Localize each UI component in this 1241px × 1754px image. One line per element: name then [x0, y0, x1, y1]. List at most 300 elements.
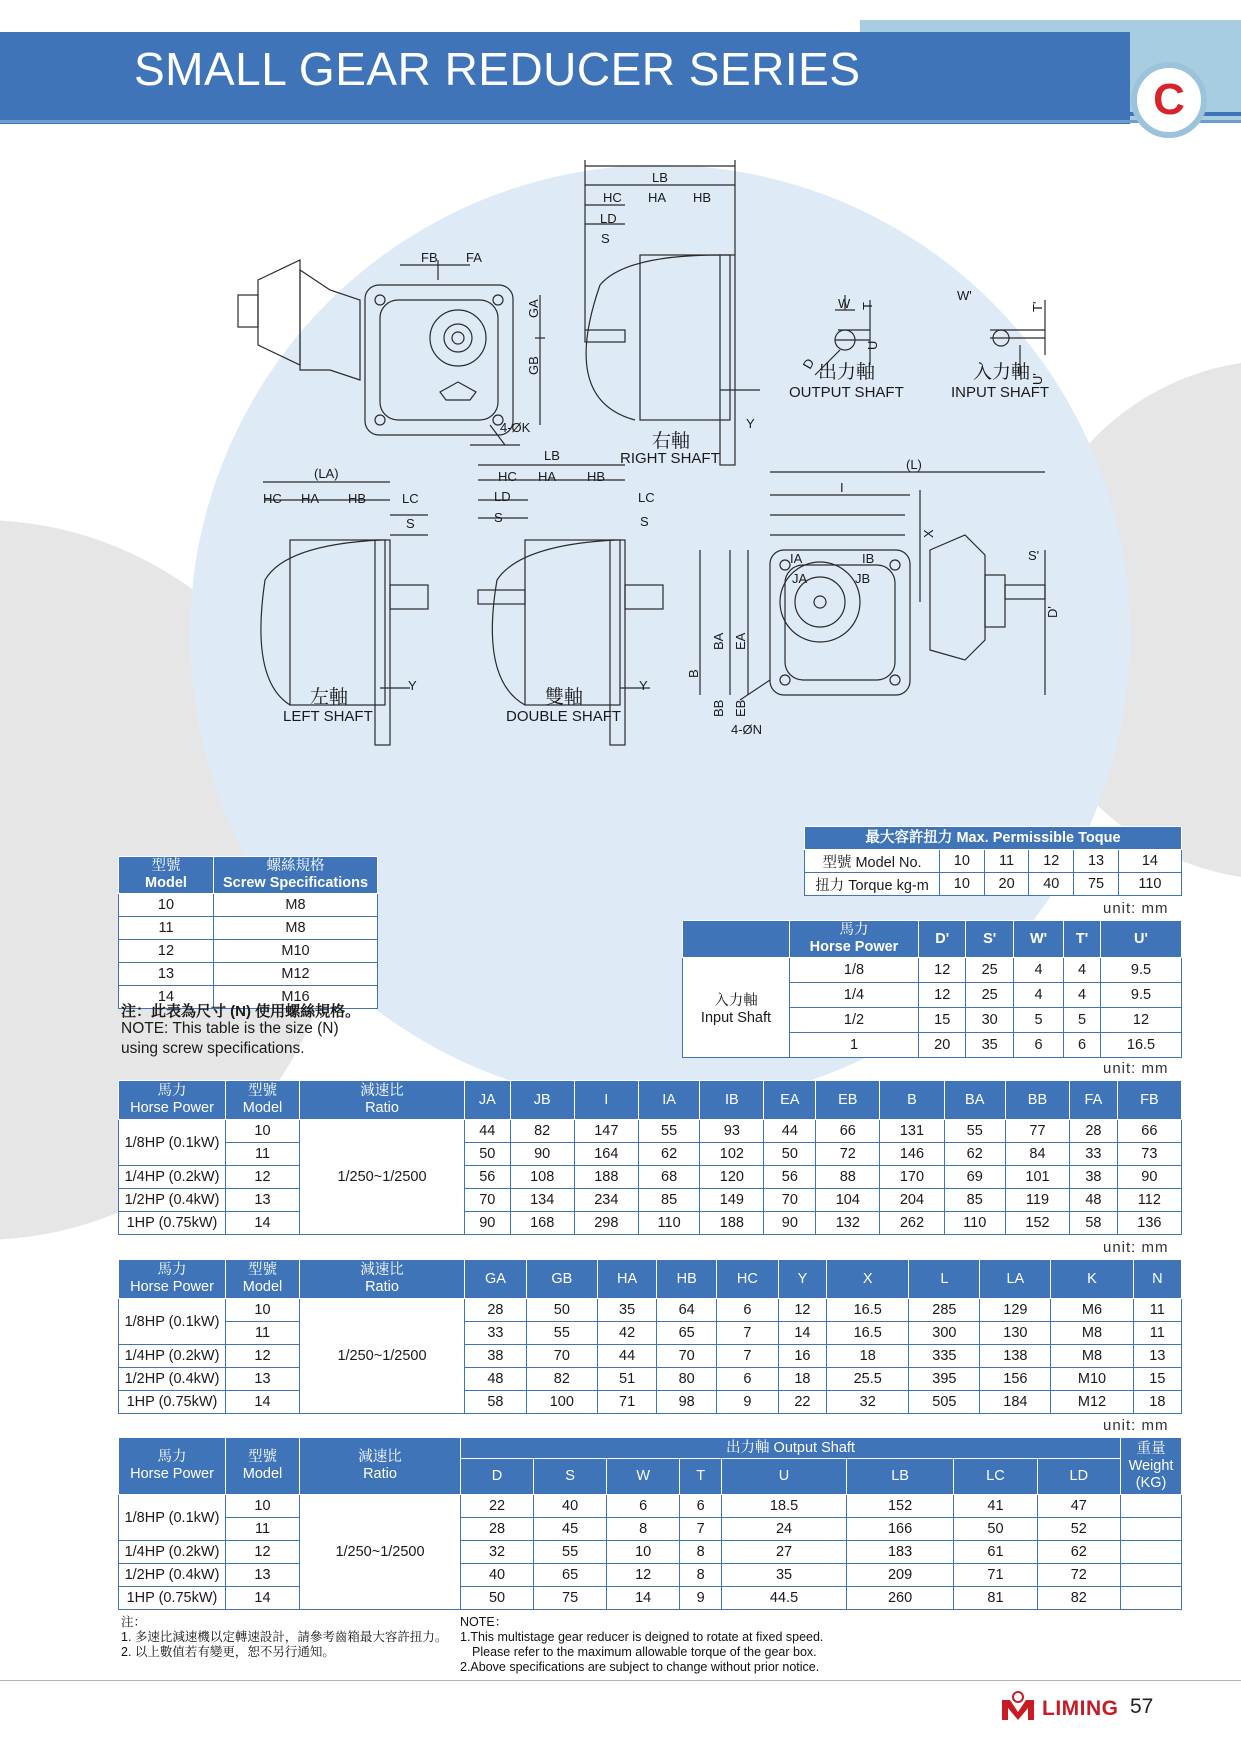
value-cell: 32: [827, 1391, 909, 1414]
value-cell: 14: [607, 1587, 680, 1610]
dim-Wp: W': [957, 288, 972, 303]
input-col-header: S': [966, 921, 1013, 958]
front-view-input-shaft: [700, 472, 1045, 700]
dim-L: (L): [906, 457, 922, 472]
value-cell: 84: [1005, 1143, 1069, 1166]
value-cell: 136: [1117, 1212, 1181, 1235]
value-cell: 395: [909, 1368, 980, 1391]
value-cell: 16.5: [827, 1299, 909, 1322]
col-header: HB: [657, 1260, 717, 1299]
input-value: 4: [1064, 958, 1101, 983]
torque-value-label: 扭力 Torque kg-m: [805, 873, 940, 896]
value-cell: 64: [657, 1299, 717, 1322]
col-header: LA: [980, 1260, 1051, 1299]
value-cell: 52: [1037, 1518, 1120, 1541]
notes-zh-title: 注：: [121, 1615, 147, 1629]
value-cell: 138: [980, 1345, 1051, 1368]
value-cell: 119: [1005, 1189, 1069, 1212]
dim-HC-left: HC: [263, 491, 282, 506]
input-shaft-label: 入力軸 Input Shaft: [683, 958, 790, 1058]
value-cell: 13: [1133, 1345, 1181, 1368]
value-cell: 58: [1070, 1212, 1118, 1235]
value-cell: 50: [954, 1518, 1037, 1541]
hp-cell: 1HP (0.75kW): [119, 1587, 226, 1610]
dim-LC-double: LC: [638, 490, 655, 505]
value-cell: 82: [510, 1120, 574, 1143]
value-cell: 38: [1070, 1166, 1118, 1189]
value-cell: 62: [638, 1143, 699, 1166]
screw-model: 10: [119, 894, 214, 917]
col-header: L: [909, 1260, 980, 1299]
value-cell: 90: [510, 1143, 574, 1166]
notes-en-1b: Please refer to the maximum allowable torque of the gear box.: [472, 1645, 817, 1659]
value-cell: M6: [1051, 1299, 1133, 1322]
value-cell: M8: [1051, 1322, 1133, 1345]
hp-cell: 1/2HP (0.4kW): [119, 1189, 226, 1212]
left-shaft-zh: 左軸: [310, 687, 349, 708]
dim-HB: HB: [693, 190, 712, 205]
dim-HA-left: HA: [301, 491, 320, 506]
col-header: BB: [1005, 1081, 1069, 1120]
dim-JA: JA: [792, 571, 808, 586]
value-cell: 110: [944, 1212, 1005, 1235]
input-shaft-en: INPUT SHAFT: [951, 384, 1050, 401]
screw-model: 11: [119, 917, 214, 940]
value-cell: 81: [954, 1587, 1037, 1610]
hp-cell: 1/4HP (0.2kW): [119, 1541, 226, 1564]
model-cell: 11: [226, 1518, 300, 1541]
value-cell: 149: [700, 1189, 764, 1212]
ratio-cell: 1/250~1/2500: [300, 1299, 465, 1414]
value-cell: 80: [657, 1368, 717, 1391]
value-cell: 50: [764, 1143, 816, 1166]
input-hp: 1/4: [790, 983, 919, 1008]
dim-Dp: D': [1045, 606, 1060, 618]
value-cell: 55: [638, 1120, 699, 1143]
model-cell: 14: [226, 1391, 300, 1414]
value-cell: 48: [1070, 1189, 1118, 1212]
value-cell: 183: [846, 1541, 953, 1564]
col-header: Y: [778, 1260, 826, 1299]
dimension-table-3: [118, 1437, 1182, 1610]
value-cell: 72: [1037, 1564, 1120, 1587]
value-cell: 8: [680, 1541, 722, 1564]
value-cell: 22: [778, 1391, 826, 1414]
weight-cell: [1121, 1495, 1182, 1518]
dimension-table-1: [118, 1080, 1182, 1235]
hp-cell: 1/4HP (0.2kW): [119, 1166, 226, 1189]
dim-S: S: [601, 231, 610, 246]
value-cell: 56: [764, 1166, 816, 1189]
value-cell: 44: [597, 1345, 657, 1368]
value-cell: 120: [700, 1166, 764, 1189]
col-header: JB: [510, 1081, 574, 1120]
double-shaft-en: DOUBLE SHAFT: [506, 708, 622, 725]
value-cell: 108: [510, 1166, 574, 1189]
col-header: HA: [597, 1260, 657, 1299]
input-value: 12: [1101, 1008, 1182, 1033]
input-value: 15: [919, 1008, 966, 1033]
dim-FA: FA: [466, 250, 482, 265]
value-cell: 90: [1117, 1166, 1181, 1189]
screw-note-en-2: using screw specifications.: [121, 1040, 305, 1057]
value-cell: M10: [1051, 1368, 1133, 1391]
value-cell: 156: [980, 1368, 1051, 1391]
value-cell: 170: [880, 1166, 944, 1189]
value-cell: 184: [980, 1391, 1051, 1414]
col-header: N: [1133, 1260, 1181, 1299]
value-cell: 12: [778, 1299, 826, 1322]
input-value: 6: [1064, 1033, 1101, 1058]
input-shaft-zh: 入力軸: [973, 362, 1031, 383]
value-cell: 70: [764, 1189, 816, 1212]
dim-IB: IB: [862, 551, 875, 566]
model-cell: 10: [226, 1495, 300, 1518]
value-cell: 168: [510, 1212, 574, 1235]
value-cell: 110: [638, 1212, 699, 1235]
model-cell: 12: [226, 1345, 300, 1368]
dim-HC-double: HC: [498, 469, 517, 484]
input-value: 35: [966, 1033, 1013, 1058]
value-cell: 9: [680, 1587, 722, 1610]
dimension-table-2: [118, 1259, 1182, 1414]
ratio-header: 減速比 Ratio: [300, 1260, 465, 1299]
dim-BA: BA: [711, 632, 726, 650]
ratio-header: 減速比 Ratio: [300, 1438, 461, 1495]
right-shaft-en: RIGHT SHAFT: [620, 450, 720, 467]
value-cell: 6: [716, 1368, 778, 1391]
weight-header: 重量 Weight (KG): [1121, 1438, 1182, 1495]
col-header: IB: [700, 1081, 764, 1120]
hp-cell: 1HP (0.75kW): [119, 1391, 226, 1414]
model-cell: 14: [226, 1212, 300, 1235]
ratio-cell: 1/250~1/2500: [300, 1120, 465, 1235]
value-cell: 50: [526, 1299, 597, 1322]
value-cell: 300: [909, 1322, 980, 1345]
input-blank-header: [683, 921, 790, 958]
input-value: 5: [1013, 1008, 1063, 1033]
torque-value: 110: [1118, 873, 1181, 896]
model-cell: 10: [226, 1299, 300, 1322]
notes-en-2: 2.Above specifications are subject to change without prior notice.: [460, 1660, 820, 1674]
col-header: EA: [764, 1081, 816, 1120]
value-cell: 10: [607, 1541, 680, 1564]
dim-HA: HA: [648, 190, 667, 205]
col-header: EB: [816, 1081, 880, 1120]
unit-label: unit: mm: [1103, 900, 1169, 917]
value-cell: 65: [534, 1564, 607, 1587]
col-header: LB: [846, 1459, 953, 1495]
value-cell: 234: [574, 1189, 638, 1212]
value-cell: 69: [944, 1166, 1005, 1189]
value-cell: 90: [764, 1212, 816, 1235]
col-header: B: [880, 1081, 944, 1120]
value-cell: 75: [534, 1587, 607, 1610]
dim-Sp: S': [1028, 548, 1040, 563]
dim-LB: LB: [652, 170, 668, 185]
screw-note-zh: 注：此表為尺寸 (N) 使用螺絲規格。: [121, 1003, 361, 1020]
output-shaft-zh: 出力軸: [818, 362, 876, 383]
input-hp: 1/2: [790, 1008, 919, 1033]
notes-zh: [121, 1615, 447, 1660]
input-value: 20: [919, 1033, 966, 1058]
value-cell: 28: [1070, 1120, 1118, 1143]
input-value: 4: [1013, 983, 1063, 1008]
torque-model-label: 型號 Model No.: [805, 850, 940, 873]
col-header: D: [461, 1459, 534, 1495]
notes-en-title: NOTE：: [460, 1615, 508, 1629]
unit-label: unit: mm: [1103, 1060, 1169, 1077]
notes-en-1: 1.This multistage gear reducer is deigned to rotate at fixed speed.: [460, 1630, 824, 1644]
front-view-right: [238, 260, 545, 445]
value-cell: M12: [1051, 1391, 1133, 1414]
model-cell: 12: [226, 1166, 300, 1189]
value-cell: 25.5: [827, 1368, 909, 1391]
value-cell: 8: [607, 1518, 680, 1541]
weight-cell: [1121, 1518, 1182, 1541]
value-cell: 16: [778, 1345, 826, 1368]
input-col-header: W': [1013, 921, 1063, 958]
value-cell: 505: [909, 1391, 980, 1414]
input-col-header: U': [1101, 921, 1182, 958]
dim-S-double-right: S: [640, 514, 649, 529]
value-cell: 166: [846, 1518, 953, 1541]
value-cell: 28: [465, 1299, 527, 1322]
value-cell: 164: [574, 1143, 638, 1166]
value-cell: 33: [465, 1322, 527, 1345]
value-cell: 58: [465, 1391, 527, 1414]
input-value: 4: [1064, 983, 1101, 1008]
value-cell: 104: [816, 1189, 880, 1212]
header-stripe: [0, 112, 1241, 116]
technical-drawings: [0, 160, 1241, 810]
value-cell: 85: [638, 1189, 699, 1212]
value-cell: 73: [1117, 1143, 1181, 1166]
value-cell: 7: [680, 1518, 722, 1541]
screw-model: 14: [119, 986, 214, 1009]
torque-model: 12: [1029, 850, 1074, 873]
input-value: 25: [966, 983, 1013, 1008]
value-cell: 90: [465, 1212, 511, 1235]
unit-label: unit: mm: [1103, 1417, 1169, 1434]
input-col-header: T': [1064, 921, 1101, 958]
input-value: 25: [966, 958, 1013, 983]
value-cell: 16.5: [827, 1322, 909, 1345]
value-cell: 88: [816, 1166, 880, 1189]
notes-zh-2: 2. 以上數值若有變更，恕不另行通知。: [121, 1645, 335, 1659]
value-cell: 6: [716, 1299, 778, 1322]
value-cell: 40: [461, 1564, 534, 1587]
header-stripe-thin: [0, 120, 1241, 123]
torque-model: 14: [1118, 850, 1181, 873]
value-cell: 71: [954, 1564, 1037, 1587]
value-cell: 85: [944, 1189, 1005, 1212]
col-header: K: [1051, 1260, 1133, 1299]
model-cell: 10: [226, 1120, 300, 1143]
col-header: JA: [465, 1081, 511, 1120]
dim-D: D: [799, 355, 818, 372]
value-cell: 209: [846, 1564, 953, 1587]
dim-GB: GB: [526, 356, 541, 375]
value-cell: 335: [909, 1345, 980, 1368]
value-cell: 47: [1037, 1495, 1120, 1518]
value-cell: 82: [526, 1368, 597, 1391]
model-cell: 11: [226, 1322, 300, 1345]
value-cell: 11: [1133, 1299, 1181, 1322]
value-cell: 131: [880, 1120, 944, 1143]
footer-divider: [0, 1680, 1241, 1681]
value-cell: 72: [816, 1143, 880, 1166]
value-cell: 28: [461, 1518, 534, 1541]
dim-LA: (LA): [314, 466, 339, 481]
value-cell: 102: [700, 1143, 764, 1166]
hp-cell: 1/2HP (0.4kW): [119, 1368, 226, 1391]
input-value: 30: [966, 1008, 1013, 1033]
value-cell: 112: [1117, 1189, 1181, 1212]
value-cell: 130: [980, 1322, 1051, 1345]
value-cell: 7: [716, 1345, 778, 1368]
dim-X: X: [921, 529, 936, 538]
screw-spec: M16: [214, 986, 378, 1009]
value-cell: 132: [816, 1212, 880, 1235]
value-cell: 152: [1005, 1212, 1069, 1235]
dim-EB: EB: [733, 699, 748, 717]
dim-I: I: [840, 480, 844, 495]
value-cell: 18.5: [722, 1495, 847, 1518]
dim-HC: HC: [603, 190, 622, 205]
model-cell: 13: [226, 1564, 300, 1587]
dim-LB-double: LB: [544, 448, 560, 463]
hp-cell: 1/8HP (0.1kW): [119, 1120, 226, 1166]
value-cell: 77: [1005, 1120, 1069, 1143]
screw-spec: M12: [214, 963, 378, 986]
value-cell: 98: [657, 1391, 717, 1414]
value-cell: 11: [1133, 1322, 1181, 1345]
col-header: S: [534, 1459, 607, 1495]
col-header: IA: [638, 1081, 699, 1120]
notes-zh-1: 1. 多速比減速機以定轉速設計，請參考齒箱最大容許扭力。: [121, 1630, 448, 1644]
col-header: FA: [1070, 1081, 1118, 1120]
dim-W: W: [838, 296, 851, 311]
weight-cell: [1121, 1587, 1182, 1610]
value-cell: 56: [465, 1166, 511, 1189]
value-cell: 51: [597, 1368, 657, 1391]
model-header: 型號 Model: [226, 1438, 300, 1495]
screw-spec-header: 螺絲規格 Screw Specifications: [214, 857, 378, 894]
dim-GA: GA: [526, 299, 541, 318]
value-cell: 70: [465, 1189, 511, 1212]
value-cell: 152: [846, 1495, 953, 1518]
dim-T: T: [860, 302, 875, 310]
value-cell: 70: [657, 1345, 717, 1368]
col-header: U: [722, 1459, 847, 1495]
output-shaft-header: 出力軸 Output Shaft: [461, 1438, 1121, 1459]
torque-table: [804, 826, 1182, 896]
col-header: LD: [1037, 1459, 1120, 1495]
input-col-header: D': [919, 921, 966, 958]
hp-cell: 1/2HP (0.4kW): [119, 1564, 226, 1587]
value-cell: 32: [461, 1541, 534, 1564]
dim-HB-double: HB: [587, 469, 606, 484]
liming-logo-icon: [998, 1690, 1038, 1724]
dim-IA: IA: [790, 551, 803, 566]
value-cell: 55: [944, 1120, 1005, 1143]
screw-model-header: 型號 Model: [119, 857, 214, 894]
dim-4K: 4-ØK: [500, 420, 531, 435]
value-cell: 48: [465, 1368, 527, 1391]
col-header: LC: [954, 1459, 1037, 1495]
value-cell: 44: [764, 1120, 816, 1143]
value-cell: M8: [1051, 1345, 1133, 1368]
value-cell: 262: [880, 1212, 944, 1235]
page-title: SMALL GEAR REDUCER SERIES: [134, 43, 861, 95]
dim-U: U: [865, 340, 880, 350]
col-header: W: [607, 1459, 680, 1495]
input-value: 12: [919, 958, 966, 983]
value-cell: 285: [909, 1299, 980, 1322]
dim-S-left: S: [406, 516, 415, 531]
value-cell: 9: [716, 1391, 778, 1414]
value-cell: 12: [607, 1564, 680, 1587]
hp-cell: 1/8HP (0.1kW): [119, 1299, 226, 1345]
value-cell: 45: [534, 1518, 607, 1541]
screw-spec: M10: [214, 940, 378, 963]
ratio-cell: 1/250~1/2500: [300, 1495, 461, 1610]
input-value: 16.5: [1101, 1033, 1182, 1058]
value-cell: 50: [461, 1587, 534, 1610]
value-cell: 62: [944, 1143, 1005, 1166]
screw-model: 13: [119, 963, 214, 986]
value-cell: 15: [1133, 1368, 1181, 1391]
model-cell: 13: [226, 1368, 300, 1391]
value-cell: 55: [526, 1322, 597, 1345]
model-header: 型號 Model: [226, 1260, 300, 1299]
hp-header: 馬力 Horse Power: [119, 1260, 226, 1299]
col-header: GB: [526, 1260, 597, 1299]
input-shaft-table: [682, 920, 1182, 1058]
dim-Up: U': [1030, 373, 1045, 385]
value-cell: 14: [778, 1322, 826, 1345]
dim-Y-right: Y: [746, 416, 755, 431]
value-cell: 18: [1133, 1391, 1181, 1414]
value-cell: 7: [716, 1322, 778, 1345]
value-cell: 35: [722, 1564, 847, 1587]
value-cell: 41: [954, 1495, 1037, 1518]
value-cell: 50: [465, 1143, 511, 1166]
right-shaft-zh: 右軸: [652, 431, 691, 452]
screw-note-en-1: NOTE: This table is the size (N): [121, 1020, 339, 1037]
input-value: 9.5: [1101, 983, 1182, 1008]
hp-cell: 1HP (0.75kW): [119, 1212, 226, 1235]
torque-value: 20: [984, 873, 1029, 896]
weight-cell: [1121, 1564, 1182, 1587]
left-shaft-en: LEFT SHAFT: [283, 708, 373, 725]
value-cell: 188: [574, 1166, 638, 1189]
hp-cell: 1/4HP (0.2kW): [119, 1345, 226, 1368]
torque-model: 11: [984, 850, 1029, 873]
torque-model: 10: [940, 850, 985, 873]
dim-S-double: S: [494, 510, 503, 525]
screw-spec: M8: [214, 894, 378, 917]
col-header: GA: [465, 1260, 527, 1299]
torque-value: 75: [1074, 873, 1119, 896]
output-shaft-en: OUTPUT SHAFT: [789, 384, 904, 401]
torque-value: 40: [1029, 873, 1074, 896]
value-cell: 61: [954, 1541, 1037, 1564]
dim-4N: 4-ØN: [731, 722, 763, 737]
model-cell: 12: [226, 1541, 300, 1564]
input-value: 4: [1013, 958, 1063, 983]
